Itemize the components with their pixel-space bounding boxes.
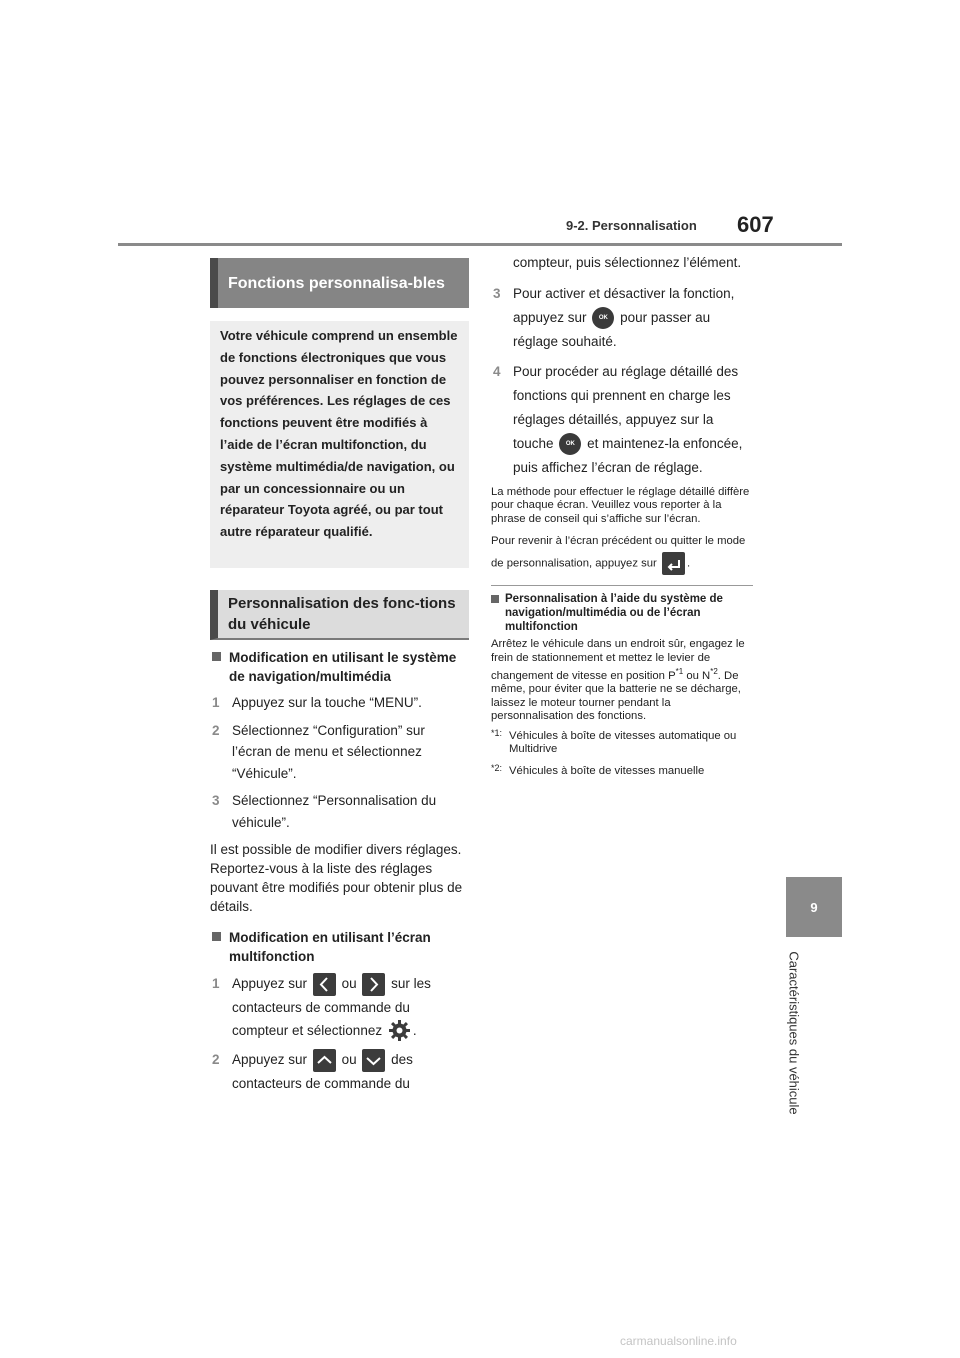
footnote: *2: Véhicules à boîte de vitesses manuelle [491,762,705,777]
square-bullet-icon [491,595,499,603]
square-bullet-icon [212,652,221,661]
step-item: 1 Appuyez sur ou sur les contacteurs de commande du compteur et sélectionnez . [210,972,468,1043]
step-item: 2 Appuyez sur ou des contacteurs de commande du [210,1048,468,1095]
page-number: 607 [737,212,774,237]
square-bullet-icon [212,932,221,941]
note-text: Pour revenir à l’écran précédent ou quitter le mode de personnalisation, appuyez sur . [491,530,753,575]
subheading-personnalisation: Personnalisation à l’aide du système de navigation/multimédia ou de l’écran multifonction [491,592,753,634]
right-column [491,252,753,784]
chevron-down-icon [362,1049,385,1072]
section-title: 9-2. Personnalisation [566,218,697,233]
step-item: 2 Sélectionnez “Configuration” sur l’écran de menu et sélectionnez “Véhicule”. [212,722,425,781]
gear-icon [388,1019,411,1042]
chapter-number: 9 [810,899,818,915]
step-continuation: compteur, puis sélectionnez l’élément. [513,255,742,270]
chevron-left-icon [313,973,336,996]
divider [491,585,753,586]
step-item: 4 Pour procéder au réglage détaillé des fonctions qui prennent en charge les réglages détaillés, appuyez sur la touche OK et maintenez-la enfoncée, puis affichez l’écran de réglage. [493,363,743,475]
chevron-up-icon [313,1049,336,1072]
intro-box [210,321,469,568]
header-rule [118,243,842,246]
subheading-multifonction: Modification en utilisant l’écran multifonction [210,928,468,966]
intro-text: Votre véhicule comprend un ensemble de fonctions électroniques que vous pouvez personnaliser en fonction de vos préférences. Les réglages de ces fonctions peuvent être modifiés à l’aide de l’écran multifonction, du système multimédia/de navigation, ou par un concessionnaire ou un réparateur Toyota agréé, ou par tout autre réparateur qualifié. [220,328,458,540]
chapter-title: Caractéristiques du véhicule [786,951,802,1115]
chevron-right-icon [362,973,385,996]
chapter-side-label [779,946,809,1120]
ok-button-icon: OK [592,307,614,329]
left-column [210,648,468,1101]
subheading-navigation: Modification en utilisant le système de navigation/multimédia [210,648,468,686]
paragraph: Arrêtez le véhicule dans un endroit sûr, engagez le frein de stationnement et mettez le levier de changement de vitesse en position $P^{*1}$ ou $N^{*2}$. De même, pour éviter que la batterie ne se décharge, laissez le moteur tourner pendant la personnalisation des fonctions. [491,638,745,723]
footnote: *1: Véhicules à boîte de vitesses automatique ou Multidrive [491,727,737,756]
step-item: 3 Sélectionnez “Personnalisation du véhicule”. [212,793,437,830]
step-item: 3 Pour activer et désactiver la fonction, appuyez sur OK pour passer au réglage souhaité. [493,285,735,349]
chapter-tab [786,877,842,937]
paragraph: Il est possible de modifier divers réglages. Reportez-vous à la liste des réglages pouvant être modifiés pour obtenir plus de détails. [210,841,463,914]
ok-button-icon: OK [559,433,581,455]
step-item: 1 Appuyez sur la touche “MENU”. [212,695,422,710]
heading-personnalisation-fonctions: Personnalisation des fonc-tions du véhicule [210,590,469,640]
back-icon [662,552,685,575]
watermark: carmanualsonline.info [620,1334,737,1348]
heading-fonctions-personnalisables: Fonctions personnalisa-bles [210,258,469,308]
note-text: La méthode pour effectuer le réglage détaillé diffère pour chaque écran. Veuillez vous reporter à la phrase de conseil qui s’affiche sur l’écran. [491,485,750,525]
